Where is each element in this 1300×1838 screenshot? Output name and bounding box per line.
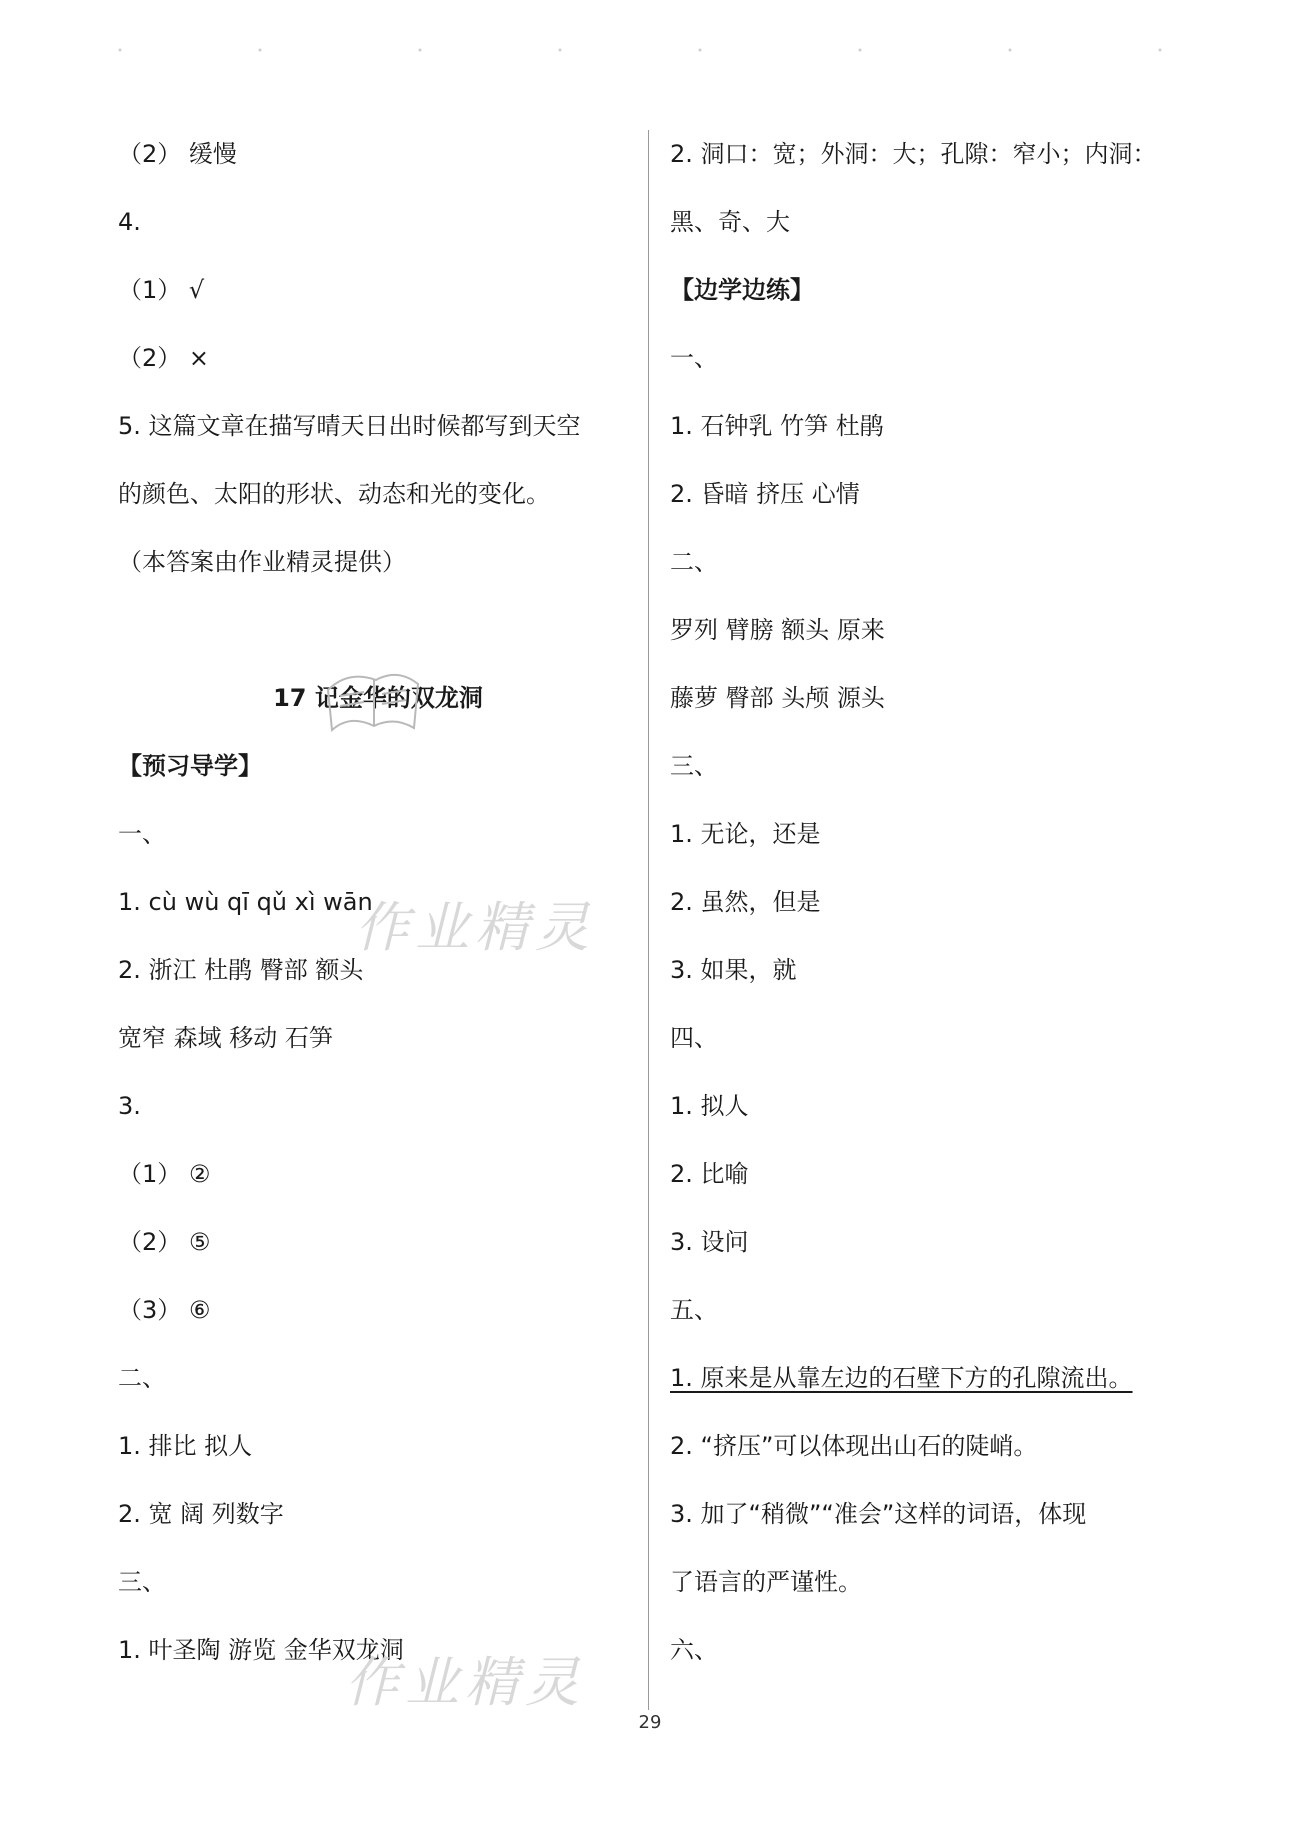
answer-line: （2） 缓慢 [118,140,237,168]
lesson-title: 17 记金华的双龙洞 [273,684,483,712]
answer-line: 黑、奇、大 [670,208,790,236]
answer-line: 了语言的严谨性。 [670,1568,862,1596]
answer-credit: （本答案由作业精灵提供） [118,548,406,576]
answer-line: 一、 [670,344,718,372]
answer-line: 1. 排比 拟人 [118,1432,253,1460]
answer-line [670,1344,1190,1412]
underlined-answer: 1. 原来是从靠左边的石壁下方的孔隙流出。 [670,1364,1133,1392]
answer-line: 二、 [118,1364,166,1392]
watermark: 作业精灵 [355,896,595,959]
answer-line: 1. cù wù qī qǔ xì wān [118,888,373,916]
answer-line: 3. 设问 [670,1228,749,1256]
answer-line: 2. 虽然，但是 [670,888,821,916]
answer-line: 3. 加了“稍微”“准会”这样的词语，体现 [670,1500,1087,1528]
answer-line: （1） ② [118,1160,211,1188]
answer-line: （2） ⑤ [118,1228,211,1256]
answer-line: （3） ⑥ [118,1296,211,1324]
answer-line: （1） √ [118,276,205,304]
section-heading: 【预习导学】 [118,752,262,780]
answer-line: 一、 [118,820,166,848]
answer-line: 六、 [670,1636,718,1664]
answer-line: （2） × [118,344,210,372]
answer-line: 5. 这篇文章在描写晴天日出时候都写到天空 [118,412,581,440]
answer-line: 五、 [670,1296,718,1324]
scan-artifact-dots [0,40,1300,60]
answer-line: 2. 昏暗 挤压 心情 [670,480,860,508]
answer-line: 藤萝 臀部 头颅 源头 [670,684,885,712]
answer-line: 4. [118,208,141,236]
answer-line: 宽窄 森域 移动 石笋 [118,1024,333,1052]
answer-line: 1. 无论，还是 [670,820,821,848]
answer-line: 1. 叶圣陶 游览 金华双龙洞 [118,1636,404,1664]
section-heading: 【边学边练】 [670,276,814,304]
answer-line: 2. “挤压”可以体现出山石的陡峭。 [670,1432,1038,1460]
answer-line: 罗列 臂膀 额头 原来 [670,616,885,644]
answer-line: 2. 洞口：宽；外洞：大；孔隙：窄小；内洞： [670,140,1157,168]
answer-line: 2. 比喻 [670,1160,749,1188]
answer-line: 二、 [670,548,718,576]
right-column [670,120,1190,1684]
column-divider [648,130,649,1710]
answer-line: 1. 石钟乳 竹笋 杜鹃 [670,412,884,440]
answer-line: 3. [118,1092,141,1120]
answer-line: 1. 拟人 [670,1092,749,1120]
book-stamp-logo [318,650,426,750]
page-number: 29 [638,1712,662,1733]
answer-line: 三、 [118,1568,166,1596]
answer-line: 2. 浙江 杜鹃 臀部 额头 [118,956,364,984]
answer-line: 三、 [670,752,718,780]
answer-line: 3. 如果，就 [670,956,797,984]
answer-line: 2. 宽 阔 列数字 [118,1500,284,1528]
answer-line: 四、 [670,1024,718,1052]
watermark: 作业精灵 [345,1651,585,1714]
answer-line: 的颜色、太阳的形状、动态和光的变化。 [118,480,550,508]
